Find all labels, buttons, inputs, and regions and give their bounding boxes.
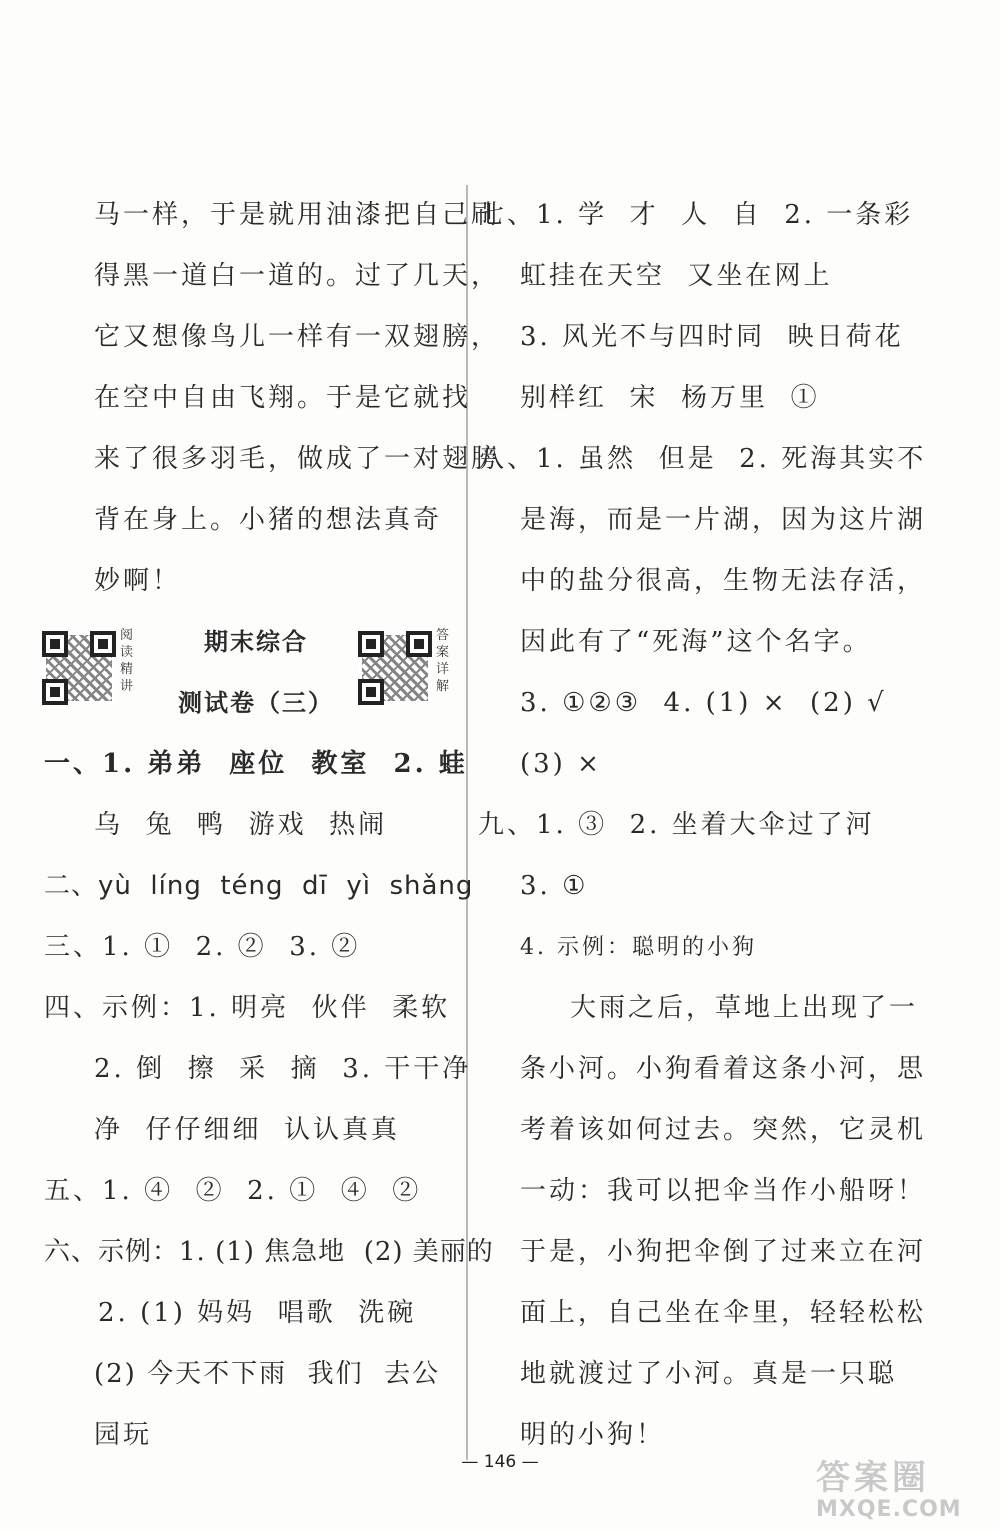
text-line: 妙啊！ — [94, 566, 182, 596]
answer-line: (2) 今天不下雨 我们 去公 — [94, 1359, 441, 1389]
watermark-logo — [816, 1458, 986, 1524]
text-line: 背在身上。小猪的想法真奇 — [94, 505, 443, 535]
essay-line: 面上，自己坐在伞里，轻轻松松 — [520, 1298, 927, 1328]
answer-line: 3. 风光不与四时同 映日荷花 — [520, 322, 904, 352]
text-line: 马一样，于是就用油漆把自己刷 — [94, 200, 501, 230]
answer-line: 中的盐分很高，生物无法存活， — [520, 566, 927, 596]
answer-line: 虹挂在天空 又坐在网上 — [520, 261, 833, 291]
essay-line: 条小河。小狗看着这条小河，思 — [520, 1054, 927, 1084]
essay-line: 于是，小狗把伞倒了过来立在河 — [520, 1237, 927, 1267]
qr-label-answers: 答案详解 — [436, 628, 450, 694]
essay-line: 大雨之后，草地上出现了一 — [570, 993, 919, 1023]
watermark-text: 答案圈 — [816, 1458, 930, 1498]
essay-line: 地就渡过了小河。真是一只聪 — [520, 1359, 898, 1389]
answer-line: 九、1. ③ 2. 坐着大伞过了河 — [478, 810, 875, 840]
qr-label-reading: 阅读精讲 — [120, 628, 134, 694]
answer-line: 2. (1) 妈妈 唱歌 洗碗 — [98, 1298, 417, 1328]
section-subtitle: 测试卷（三） — [178, 689, 334, 717]
answer-line: 二、yù líng téng dī yì shǎng — [44, 871, 474, 901]
answer-line: 乌 兔 鸭 游戏 热闹 — [94, 810, 388, 840]
answer-line: 3. ① — [520, 871, 589, 901]
left-column — [44, 185, 501, 1466]
answer-line: 是海，而是一片湖，因为这片湖 — [520, 505, 927, 535]
answer-line: 六、示例：1. (1) 焦急地 (2) 美丽的 — [44, 1237, 494, 1267]
answer-line: 3. ①②③ 4. (1) × (2) √ — [520, 688, 887, 718]
qr-code-icon[interactable] — [358, 631, 432, 705]
text-line: 来了很多羽毛，做成了一对翅膀 — [94, 444, 501, 474]
essay-line: 一动：我可以把伞当作小船呀！ — [520, 1176, 927, 1206]
answer-line: (3) × — [520, 749, 602, 779]
answer-line: 4. 示例：聪明的小狗 — [520, 935, 757, 960]
answer-line: 一、1. 弟弟 座位 教室 2. 蛙 — [44, 749, 468, 779]
essay-line: 明的小狗！ — [520, 1420, 666, 1450]
answer-line: 四、示例：1. 明亮 伙伴 柔软 — [44, 993, 451, 1023]
answer-line: 五、1. ④ ② 2. ① ④ ② — [44, 1176, 422, 1206]
answer-line: 八、1. 虽然 但是 2. 死海其实不 — [478, 444, 927, 474]
section-title-block — [52, 612, 460, 734]
right-column — [478, 185, 927, 1466]
text-line: 它又想像鸟儿一样有一双翅膀， — [94, 322, 501, 352]
text-line: 得黑一道白一道的。过了几天， — [94, 261, 501, 291]
answer-line: 别样红 宋 杨万里 ① — [520, 383, 820, 413]
page-number: — 146 — — [461, 1452, 539, 1472]
answer-line: 三、1. ① 2. ② 3. ② — [44, 932, 361, 962]
watermark-url: MXQE.COM — [816, 1497, 962, 1522]
answer-line: 七、1. 学 才 人 自 2. 一条彩 — [478, 200, 914, 230]
section-title: 期末综合 — [204, 628, 308, 656]
answer-line: 园玩 — [94, 1420, 153, 1450]
answer-line: 因此有了“死海”这个名字。 — [520, 627, 872, 657]
answer-line: 2. 倒 擦 采 摘 3. 干干净 — [94, 1054, 472, 1084]
essay-line: 考着该如何过去。突然，它灵机 — [520, 1115, 927, 1145]
answer-line: 净 仔仔细细 认认真真 — [94, 1115, 401, 1145]
text-line: 在空中自由飞翔。于是它就找 — [94, 383, 472, 413]
